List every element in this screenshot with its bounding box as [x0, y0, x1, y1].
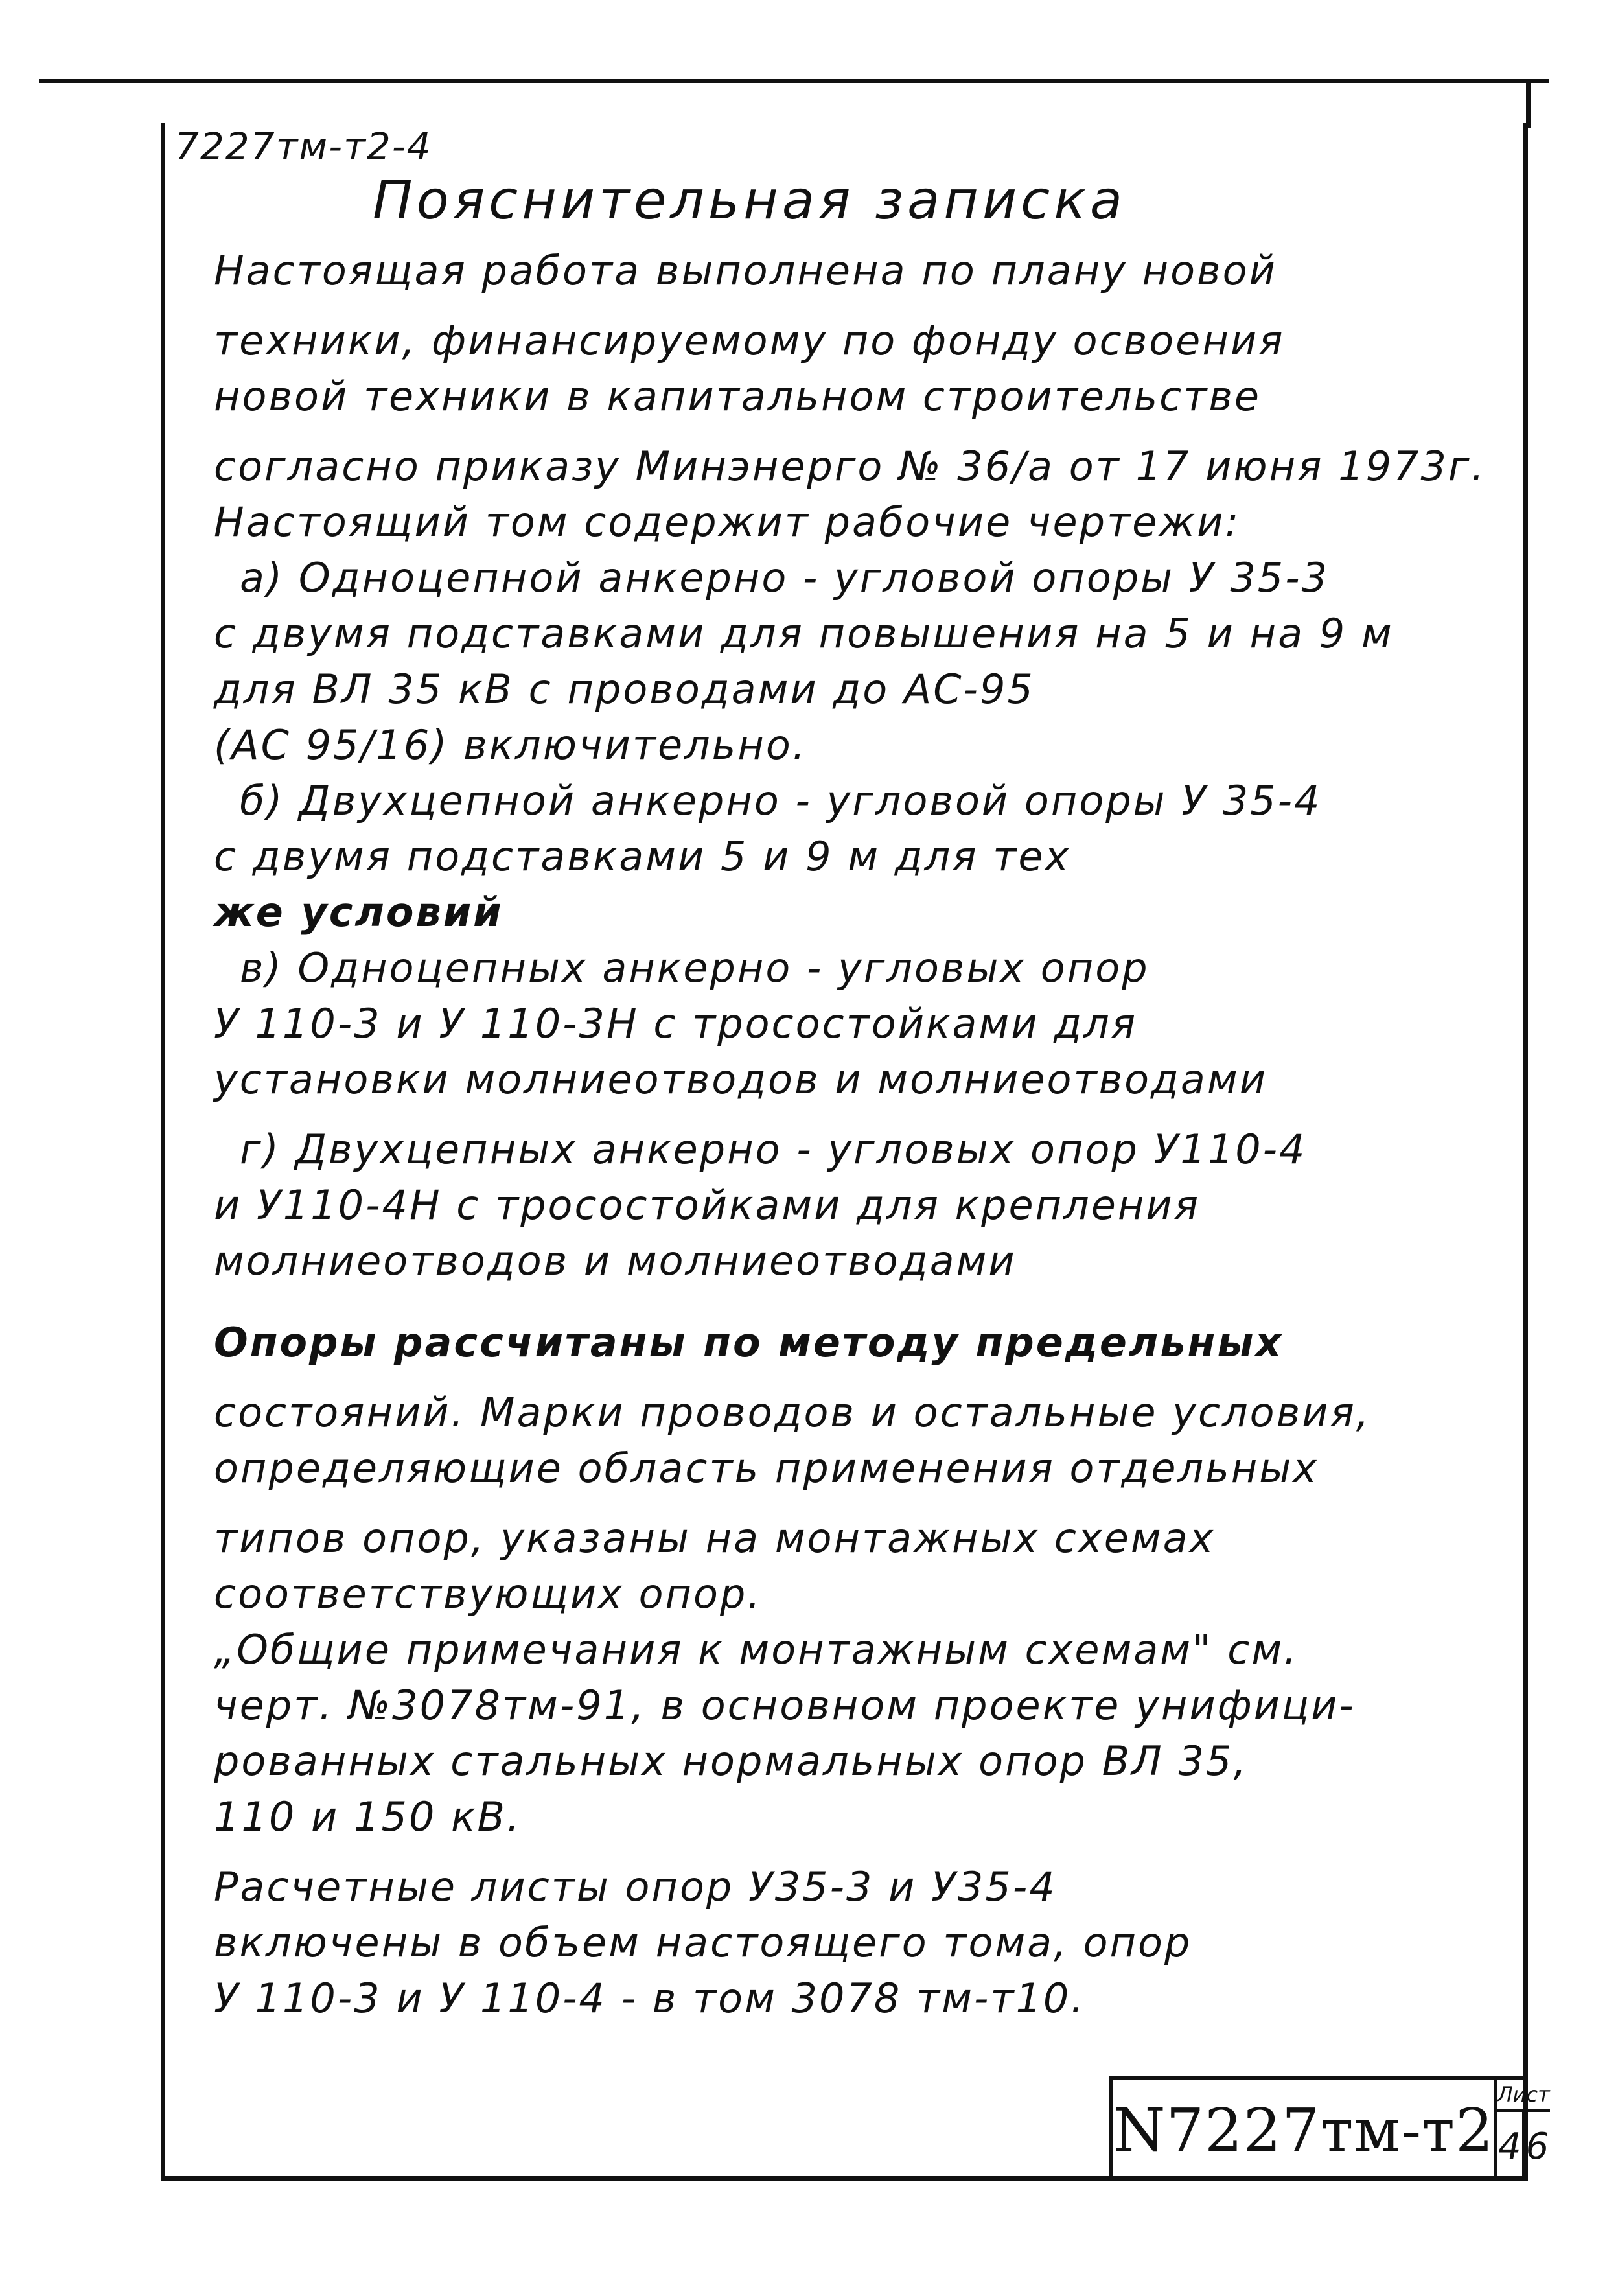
title-block-stamp [1109, 2076, 1550, 2181]
text-line: „Общие примечания к монтажным схемам" см. [214, 1626, 1299, 1673]
stamp-sheet-label: Лист [1497, 2080, 1550, 2112]
text-line: Расчетные листы опор У35-3 и У35-4 [214, 1863, 1057, 1910]
text-line: Настоящий том содержит рабочие чертежи: [214, 498, 1241, 546]
text-line: техники, финансируемому по фонду освоения [214, 317, 1285, 364]
text-line: молниеотводов и молниеотводами [214, 1237, 1017, 1284]
text-line: же условий [214, 888, 503, 936]
text-line: рованных стальных нормальных опор ВЛ 35, [214, 1737, 1249, 1785]
list-item-b: б) Двухцепной анкерно - угловой опоры У 35-4 [240, 777, 1322, 824]
text-line: У 110-3 и У 110-3Н с тросостойками для [214, 1000, 1137, 1047]
list-item-a: а) Одноцепной анкерно - угловой опоры У 35-3 [240, 554, 1330, 601]
text-line: состояний. Марки проводов и остальные условия, [214, 1389, 1371, 1436]
text-line: установки молниеотводов и молниеотводами [214, 1056, 1267, 1103]
explanatory-note-body [214, 243, 1503, 2026]
list-item-v: в) Одноцепных анкерно - угловых опор [240, 944, 1150, 991]
text-line: новой техники в капитальном строительстве [214, 373, 1262, 420]
text-line: согласно приказу Минэнерго № 36/а от 17 июня 1973г. [214, 443, 1486, 490]
text-line: Настоящая работа выполнена по плану новой [214, 247, 1277, 294]
text-line: определяющие область применения отдельных [214, 1444, 1319, 1492]
stamp-sheet-row [1497, 2112, 1550, 2181]
text-line: типов опор, указаны на монтажных схемах [214, 1514, 1216, 1562]
text-line: У 110-3 и У 110-4 - в том 3078 тм-т10. [214, 1975, 1086, 2022]
stamp-document-number: N7227тм-т2 [1113, 2080, 1497, 2181]
text-line: Опоры рассчитаны по методу предельных [214, 1319, 1284, 1366]
text-line: (АС 95/16) включительно. [214, 721, 807, 769]
text-line: соответствующих опор. [214, 1570, 763, 1618]
text-line: для ВЛ 35 кВ с проводами до АС-95 [214, 666, 1035, 713]
text-line: 110 и 150 кВ. [214, 1793, 522, 1840]
page-title: Пояснительная записка [373, 170, 1126, 231]
text-line: с двумя подставками для повышения на 5 и на 9 м [214, 610, 1394, 657]
text-line: с двумя подставками 5 и 9 м для тех [214, 833, 1071, 880]
text-line: и У110-4Н с тросостойками для крепления [214, 1181, 1201, 1229]
text-line: черт. №3078тм-91, в основном проекте унифици- [214, 1682, 1356, 1729]
frame-right-top-edge [1526, 79, 1531, 128]
stamp-sheet-box [1497, 2080, 1550, 2181]
list-item-g: г) Двухцепных анкерно - угловых опор У110-4 [240, 1126, 1307, 1173]
document-code: 7227тм-т2-4 [175, 124, 432, 168]
stamp-page-number: 6 [1522, 2112, 1550, 2181]
text-line: включены в объем настоящего тома, опор [214, 1919, 1192, 1966]
top-rule [39, 79, 1549, 83]
stamp-sheet-number: 4 [1498, 2125, 1521, 2168]
